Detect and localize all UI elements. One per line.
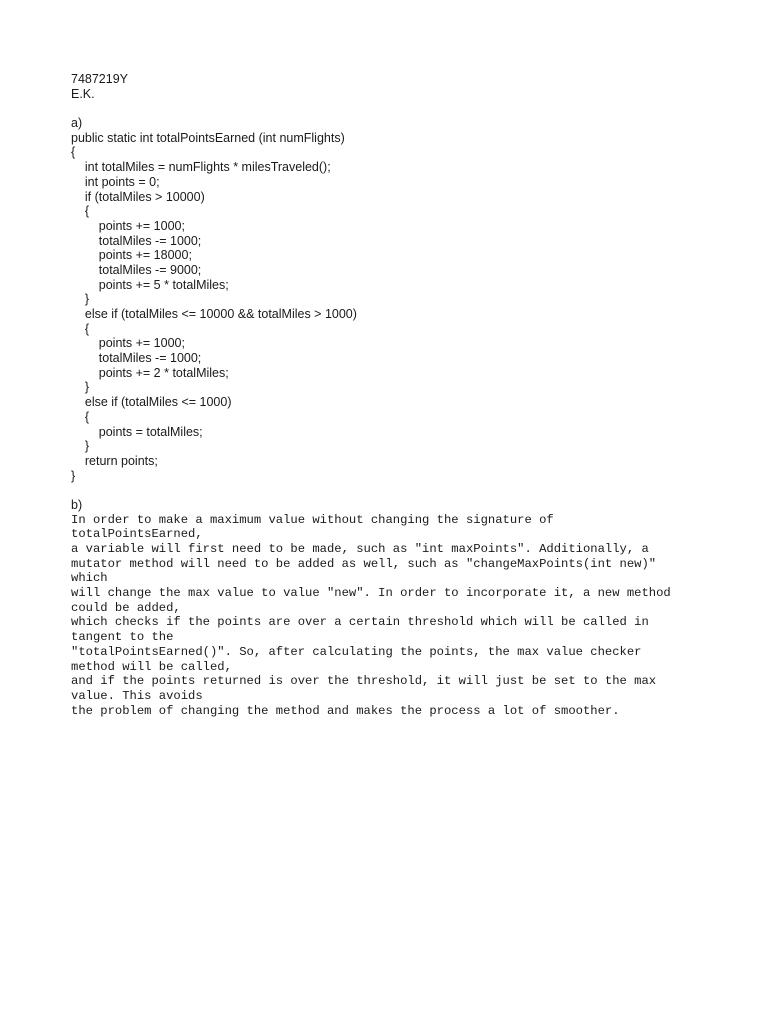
part-a-label: a)	[71, 116, 83, 131]
code-line: }	[71, 439, 90, 454]
answer-line: a variable will first need to be made, such as "int maxPoints". Additionally, a	[71, 542, 649, 556]
student-initials: E.K.	[71, 86, 95, 101]
code-line: points = totalMiles;	[71, 424, 203, 439]
answer-line: value. This avoids	[71, 688, 203, 703]
code-line: points += 2 * totalMiles;	[71, 365, 229, 380]
answer-line: In order to make a maximum value without changing the signature of	[71, 512, 554, 527]
student-id: 7487219Y	[71, 72, 129, 86]
code-block	[71, 131, 761, 484]
part-b-label: b)	[71, 497, 83, 512]
spacer	[71, 101, 761, 116]
answer-line: could be added,	[71, 600, 181, 615]
answer-line: will change the max value to value "new". In order to incorporate it, a new method	[71, 586, 671, 601]
code-line: points += 5 * totalMiles;	[71, 277, 229, 292]
code-line: if (totalMiles > 10000)	[71, 189, 205, 204]
code-line: {	[71, 204, 90, 219]
answer-block	[71, 513, 761, 719]
document-page	[71, 72, 761, 718]
code-line: int totalMiles = numFlights * milesTraveled();	[71, 160, 331, 175]
answer-line: tangent to the	[71, 630, 174, 645]
answer-line: mutator method will need to be added as well, such as "changeMaxPoints(int new)"	[71, 556, 657, 571]
code-line: totalMiles -= 9000;	[71, 262, 202, 277]
answer-line: which	[71, 571, 108, 586]
code-line: return points;	[71, 453, 158, 468]
code-line: }	[71, 292, 90, 307]
spacer	[71, 483, 761, 498]
code-line: totalMiles -= 1000;	[71, 351, 202, 366]
code-line: {	[71, 145, 76, 160]
code-line: }	[71, 380, 90, 395]
answer-line: and if the points returned is over the threshold, it will just be set to the max	[71, 674, 657, 689]
code-line: public static int totalPointsEarned (int numFlights)	[71, 130, 345, 145]
code-line: else if (totalMiles <= 10000 && totalMiles > 1000)	[71, 307, 357, 321]
answer-line: "totalPointsEarned()". So, after calculating the points, the max value checker	[71, 644, 642, 659]
code-line: }	[71, 468, 76, 483]
code-line: totalMiles -= 1000;	[71, 233, 202, 248]
code-line: points += 1000;	[71, 218, 185, 233]
answer-line: method will be called,	[71, 659, 232, 674]
code-line: points += 18000;	[71, 248, 192, 263]
code-line: {	[71, 321, 90, 336]
code-line: points += 1000;	[71, 336, 185, 351]
answer-line: which checks if the points are over a certain threshold which will be called in	[71, 615, 649, 630]
code-line: else if (totalMiles <= 1000)	[71, 395, 232, 410]
answer-line: the problem of changing the method and makes the process a lot of smoother.	[71, 703, 620, 718]
code-line: int points = 0;	[71, 174, 160, 189]
answer-line: totalPointsEarned,	[71, 527, 203, 542]
code-line: {	[71, 409, 90, 424]
